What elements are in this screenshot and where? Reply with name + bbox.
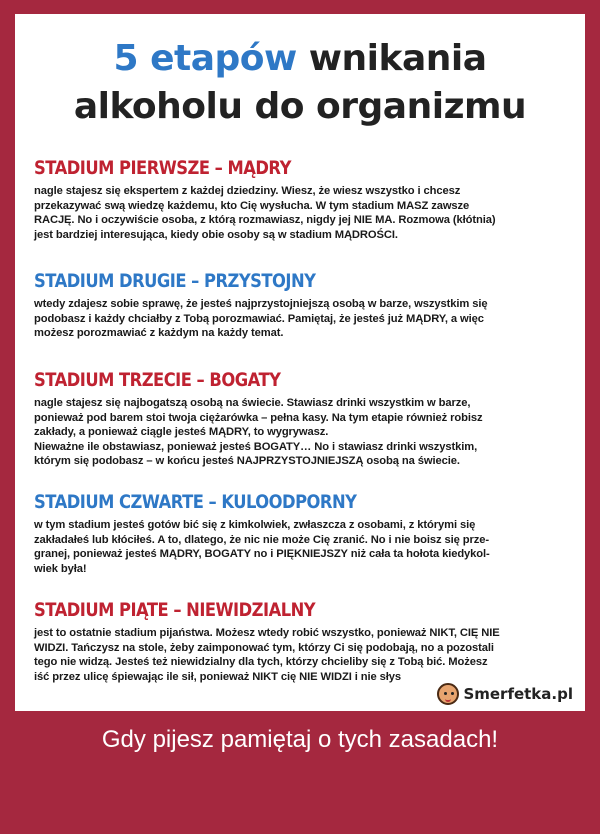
- stage-2-heading: STADIUM DRUGIE – PRZYSTOJNY: [34, 270, 316, 292]
- stage-5: [34, 598, 569, 684]
- stage-5-line: WIDZI. Tańczysz na stole, żeby zaimponować tym, którzy Ci się podobają, no a pozostali: [34, 641, 494, 654]
- stage-4: [34, 490, 569, 576]
- stage-2-line: wtedy zdajesz sobie sprawę, że jesteś najprzystojniejszą osobą w barze, wszystkim się: [34, 298, 488, 310]
- stage-3-line: ponieważ pod barem stoi twoja ciężarówka – pełna kasy. Na tym etapie również robisz: [34, 411, 483, 424]
- stage-1: [34, 156, 569, 242]
- caption: Gdy pijesz pamiętaj o tych zasadach!: [101, 726, 499, 753]
- smurfette-face-icon: [437, 683, 459, 705]
- title-number: 5: [113, 38, 139, 79]
- stage-2-line: możesz porozmawiać z każdym na każdy temat.: [34, 327, 284, 340]
- stage-4-line: granej, ponieważ jesteś MĄDRY, BOGATY no i PIĘKNIEJSZY niż cała ta hołota kiedykol-: [34, 548, 490, 561]
- stage-2-text: [34, 297, 569, 341]
- watermark-logo: [433, 679, 579, 709]
- watermark-text: Smerfetka.pl: [463, 685, 573, 703]
- infographic-card: [15, 14, 585, 711]
- stage-4-line: w tym stadium jesteś gotów bić się z kimkolwiek, zwłaszcza z osobami, z którymi się: [34, 519, 476, 531]
- stage-4-line: zakładałeś lub kłóciłeś. A to, dlatego, że nic nie może Cię zranić. No i nie boisz się prze-: [34, 533, 489, 546]
- stage-3-line: zakłady, a ponieważ ciągle jesteś MĄDRY, to wygrywasz.: [34, 426, 329, 439]
- stage-5-text: [34, 626, 569, 684]
- title-rest: wnikania: [308, 38, 487, 79]
- stage-3-line: którym się podobasz – w końcu jesteś NAJPRZYSTOJNIEJSZĄ osobą na świecie.: [34, 455, 460, 468]
- stage-1-heading: STADIUM PIERWSZE – MĄDRY: [34, 157, 291, 179]
- stage-4-text: [34, 518, 569, 576]
- stage-5-heading: STADIUM PIĄTE – NIEWIDZIALNY: [34, 599, 316, 621]
- stage-5-line: iść przez ulicę śpiewając ile sił, ponieważ NIKT cię NIE WIDZI i nie słys: [34, 670, 401, 683]
- stage-4-heading: STADIUM CZWARTE – KULOODPORNY: [34, 491, 357, 513]
- stage-1-text: [34, 184, 569, 242]
- stage-1-line: RACJĘ. No i oczywiście osoba, z którą rozmawiasz, nigdy jej NIE MA. Rozmowa (kłótnia): [34, 214, 496, 227]
- stage-3-line: nagle stajesz się najbogatszą osobą na świecie. Stawiasz drinki wszystkim w barze,: [34, 397, 471, 409]
- stage-1-line: przekazywać swą wiedzę każdemu, kto Cię wysłucha. W tym stadium MASZ zawsze: [34, 199, 470, 212]
- title-word: etapów: [150, 38, 297, 79]
- title-line-1: [15, 38, 585, 80]
- stage-3-line: Nieważne ile obstawiasz, ponieważ jesteś BOGATY… No i stawiasz drinki wszystkim,: [34, 440, 478, 453]
- stage-3-heading: STADIUM TRZECIE – BOGATY: [34, 369, 281, 391]
- stage-5-line: tego nie widzą. Jesteś też niewidzialny dla tych, którzy chcieliby się z Tobą bić. Możesz: [34, 656, 488, 669]
- stage-5-line: jest to ostatnie stadium pijaństwa. Możesz wtedy robić wszystko, ponieważ NIKT, CIĘ NIE: [34, 627, 500, 639]
- stage-4-line: wiek była!: [34, 562, 87, 575]
- title-line-2: alkoholu do organizmu: [73, 86, 527, 127]
- stage-1-line: jest bardziej interesująca, kiedy obie osoby są w stadium MĄDROŚCI.: [34, 228, 398, 241]
- stage-3-text: [34, 396, 569, 469]
- stage-2-line: podobasz i każdy chciałby z Tobą porozmawiać. Pamiętaj, że jesteś już MĄDRY, a więc: [34, 312, 484, 325]
- stage-3: [34, 368, 569, 469]
- stage-2: [34, 269, 569, 341]
- stage-1-line: nagle stajesz się ekspertem z każdej dziedziny. Wiesz, że wiesz wszystko i chcesz: [34, 185, 461, 197]
